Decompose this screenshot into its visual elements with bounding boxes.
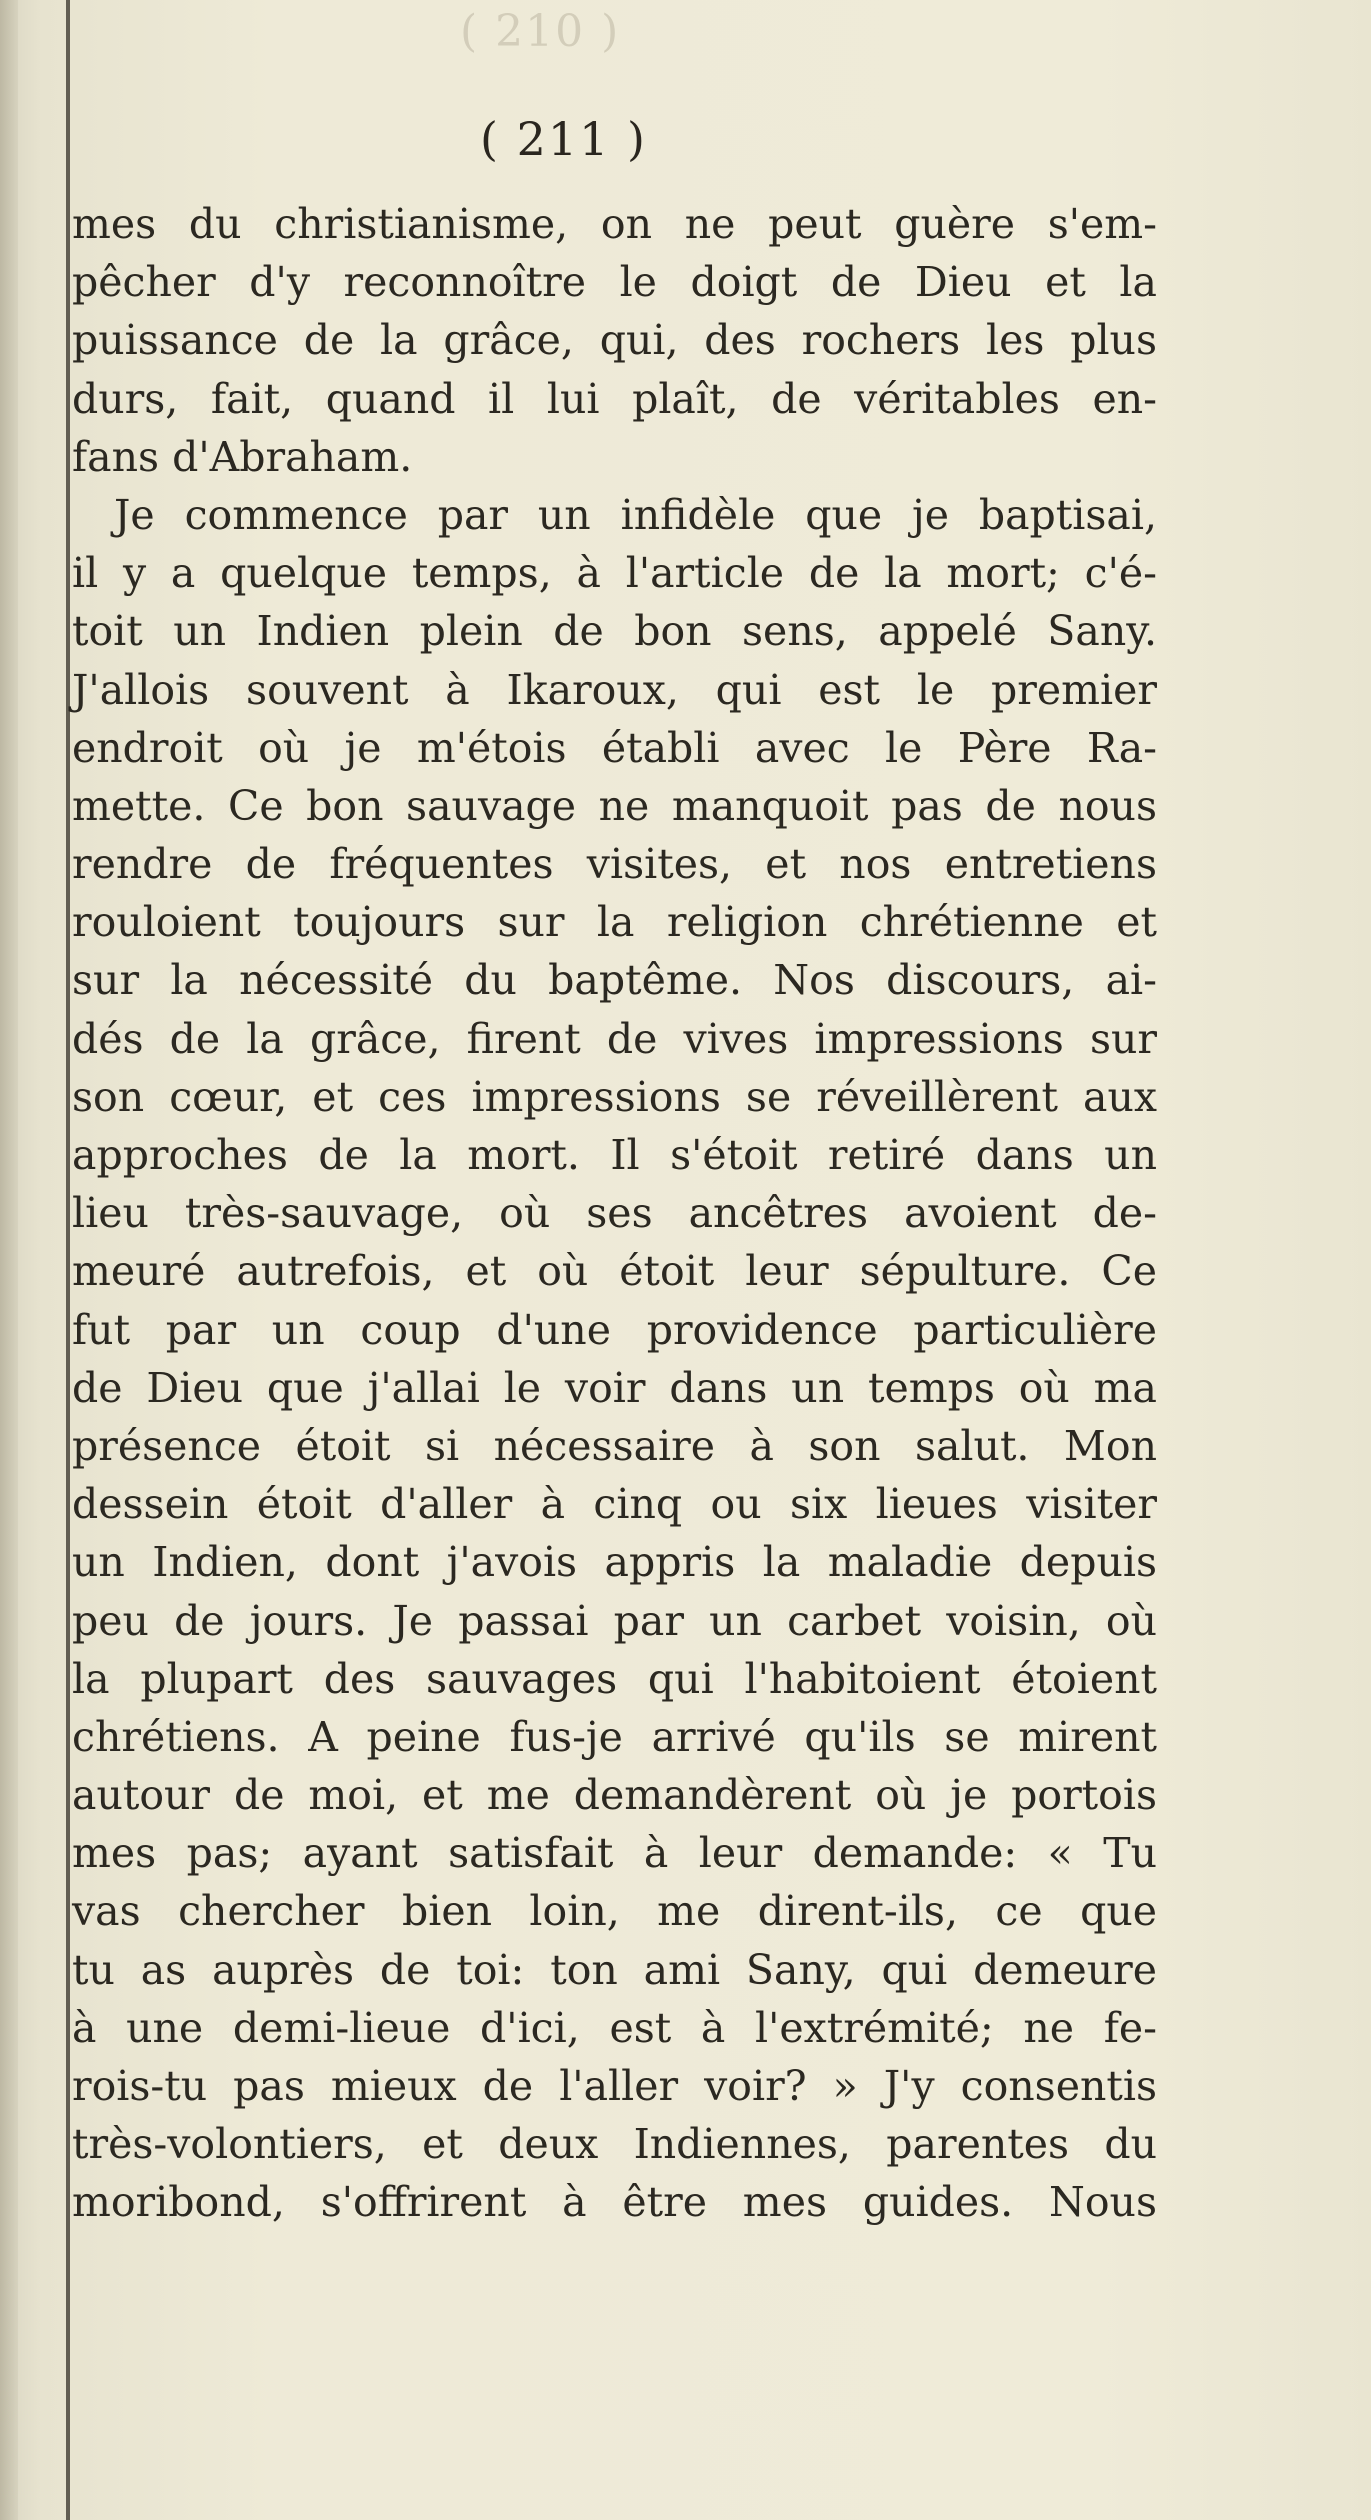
page-number: ( 211 ) xyxy=(480,112,647,166)
text-line: sur la nécessité du baptême. Nos discours, ai- xyxy=(72,956,1157,1005)
text-line: lieu très-sauvage, où ses ancêtres avoient de- xyxy=(72,1189,1157,1238)
text-line: fut par un coup d'une providence particulière xyxy=(72,1305,1157,1354)
text-line: son cœur, et ces impressions se réveillèrent aux xyxy=(72,1072,1157,1121)
text-line: rois-tu pas mieux de l'aller voir? » J'y consentis xyxy=(72,2062,1157,2110)
text-line: mes pas; ayant satisfait à leur demande: « Tu xyxy=(72,1829,1157,1878)
text-line: de Dieu que j'allai le voir dans un temps où ma xyxy=(72,1363,1157,1412)
gutter-rule xyxy=(66,0,70,2520)
text-line: peu de jours. Je passai par un carbet voisin, où xyxy=(72,1596,1157,1645)
text-line: dessein étoit d'aller à cinq ou six lieues visiter xyxy=(72,1480,1157,1529)
text-line: puissance de la grâce, qui, des rochers les plus xyxy=(72,316,1157,365)
text-line: rouloient toujours sur la religion chrétienne et xyxy=(72,898,1157,947)
text-line: endroit où je m'étois établi avec le Père Ra- xyxy=(72,723,1157,772)
text-line: J'allois souvent à Ikaroux, qui est le premier xyxy=(72,665,1157,714)
text-line: meuré autrefois, et où étoit leur sépulture. Ce xyxy=(72,1247,1157,1296)
text-line: vas chercher bien loin, me dirent-ils, ce que xyxy=(72,1887,1157,1936)
text-line: pêcher d'y reconnoître le doigt de Dieu et la xyxy=(72,258,1157,307)
text-line: autour de moi, et me demandèrent où je portois xyxy=(72,1771,1157,1820)
text-line: il y a quelque temps, à l'article de la mort; c'é- xyxy=(72,549,1157,598)
text-line: très-volontiers, et deux Indiennes, parentes du xyxy=(72,2120,1157,2169)
text-line: un Indien, dont j'avois appris la maladie depuis xyxy=(72,1538,1157,1587)
binding-edge xyxy=(0,0,18,2520)
text-line: mes du christianisme, on ne peut guère s'em- xyxy=(72,200,1157,248)
body-text xyxy=(72,195,1157,2232)
text-line: présence étoit si nécessaire à son salut. Mon xyxy=(72,1421,1157,1470)
bleed-through-header: ( 210 ) xyxy=(460,6,621,57)
text-line: tu as auprès de toi: ton ami Sany, qui demeure xyxy=(72,1945,1157,1994)
text-line: chrétiens. A peine fus-je arrivé qu'ils se mirent xyxy=(72,1712,1157,1761)
text-line: moribond, s'offrirent à être mes guides. Nous xyxy=(72,2178,1157,2227)
text-line: durs, fait, quand il lui plaît, de véritables en- xyxy=(72,374,1157,423)
text-line: approches de la mort. Il s'étoit retiré dans un xyxy=(72,1131,1157,1179)
text-line: Je commence par un infidèle que je baptisai, xyxy=(114,490,1157,539)
text-line: toit un Indien plein de bon sens, appelé Sany. xyxy=(72,607,1157,656)
text-line: la plupart des sauvages qui l'habitoient étoient xyxy=(72,1654,1157,1703)
text-line: dés de la grâce, firent de vives impressions sur xyxy=(72,1014,1157,1063)
text-line: à une demi-lieue d'ici, est à l'extrémité; ne fe- xyxy=(72,2003,1157,2052)
text-line: mette. Ce bon sauvage ne manquoit pas de nous xyxy=(72,781,1157,830)
text-line: rendre de fréquentes visites, et nos entretiens xyxy=(72,840,1157,889)
text-line: fans d'Abraham. xyxy=(72,432,413,481)
